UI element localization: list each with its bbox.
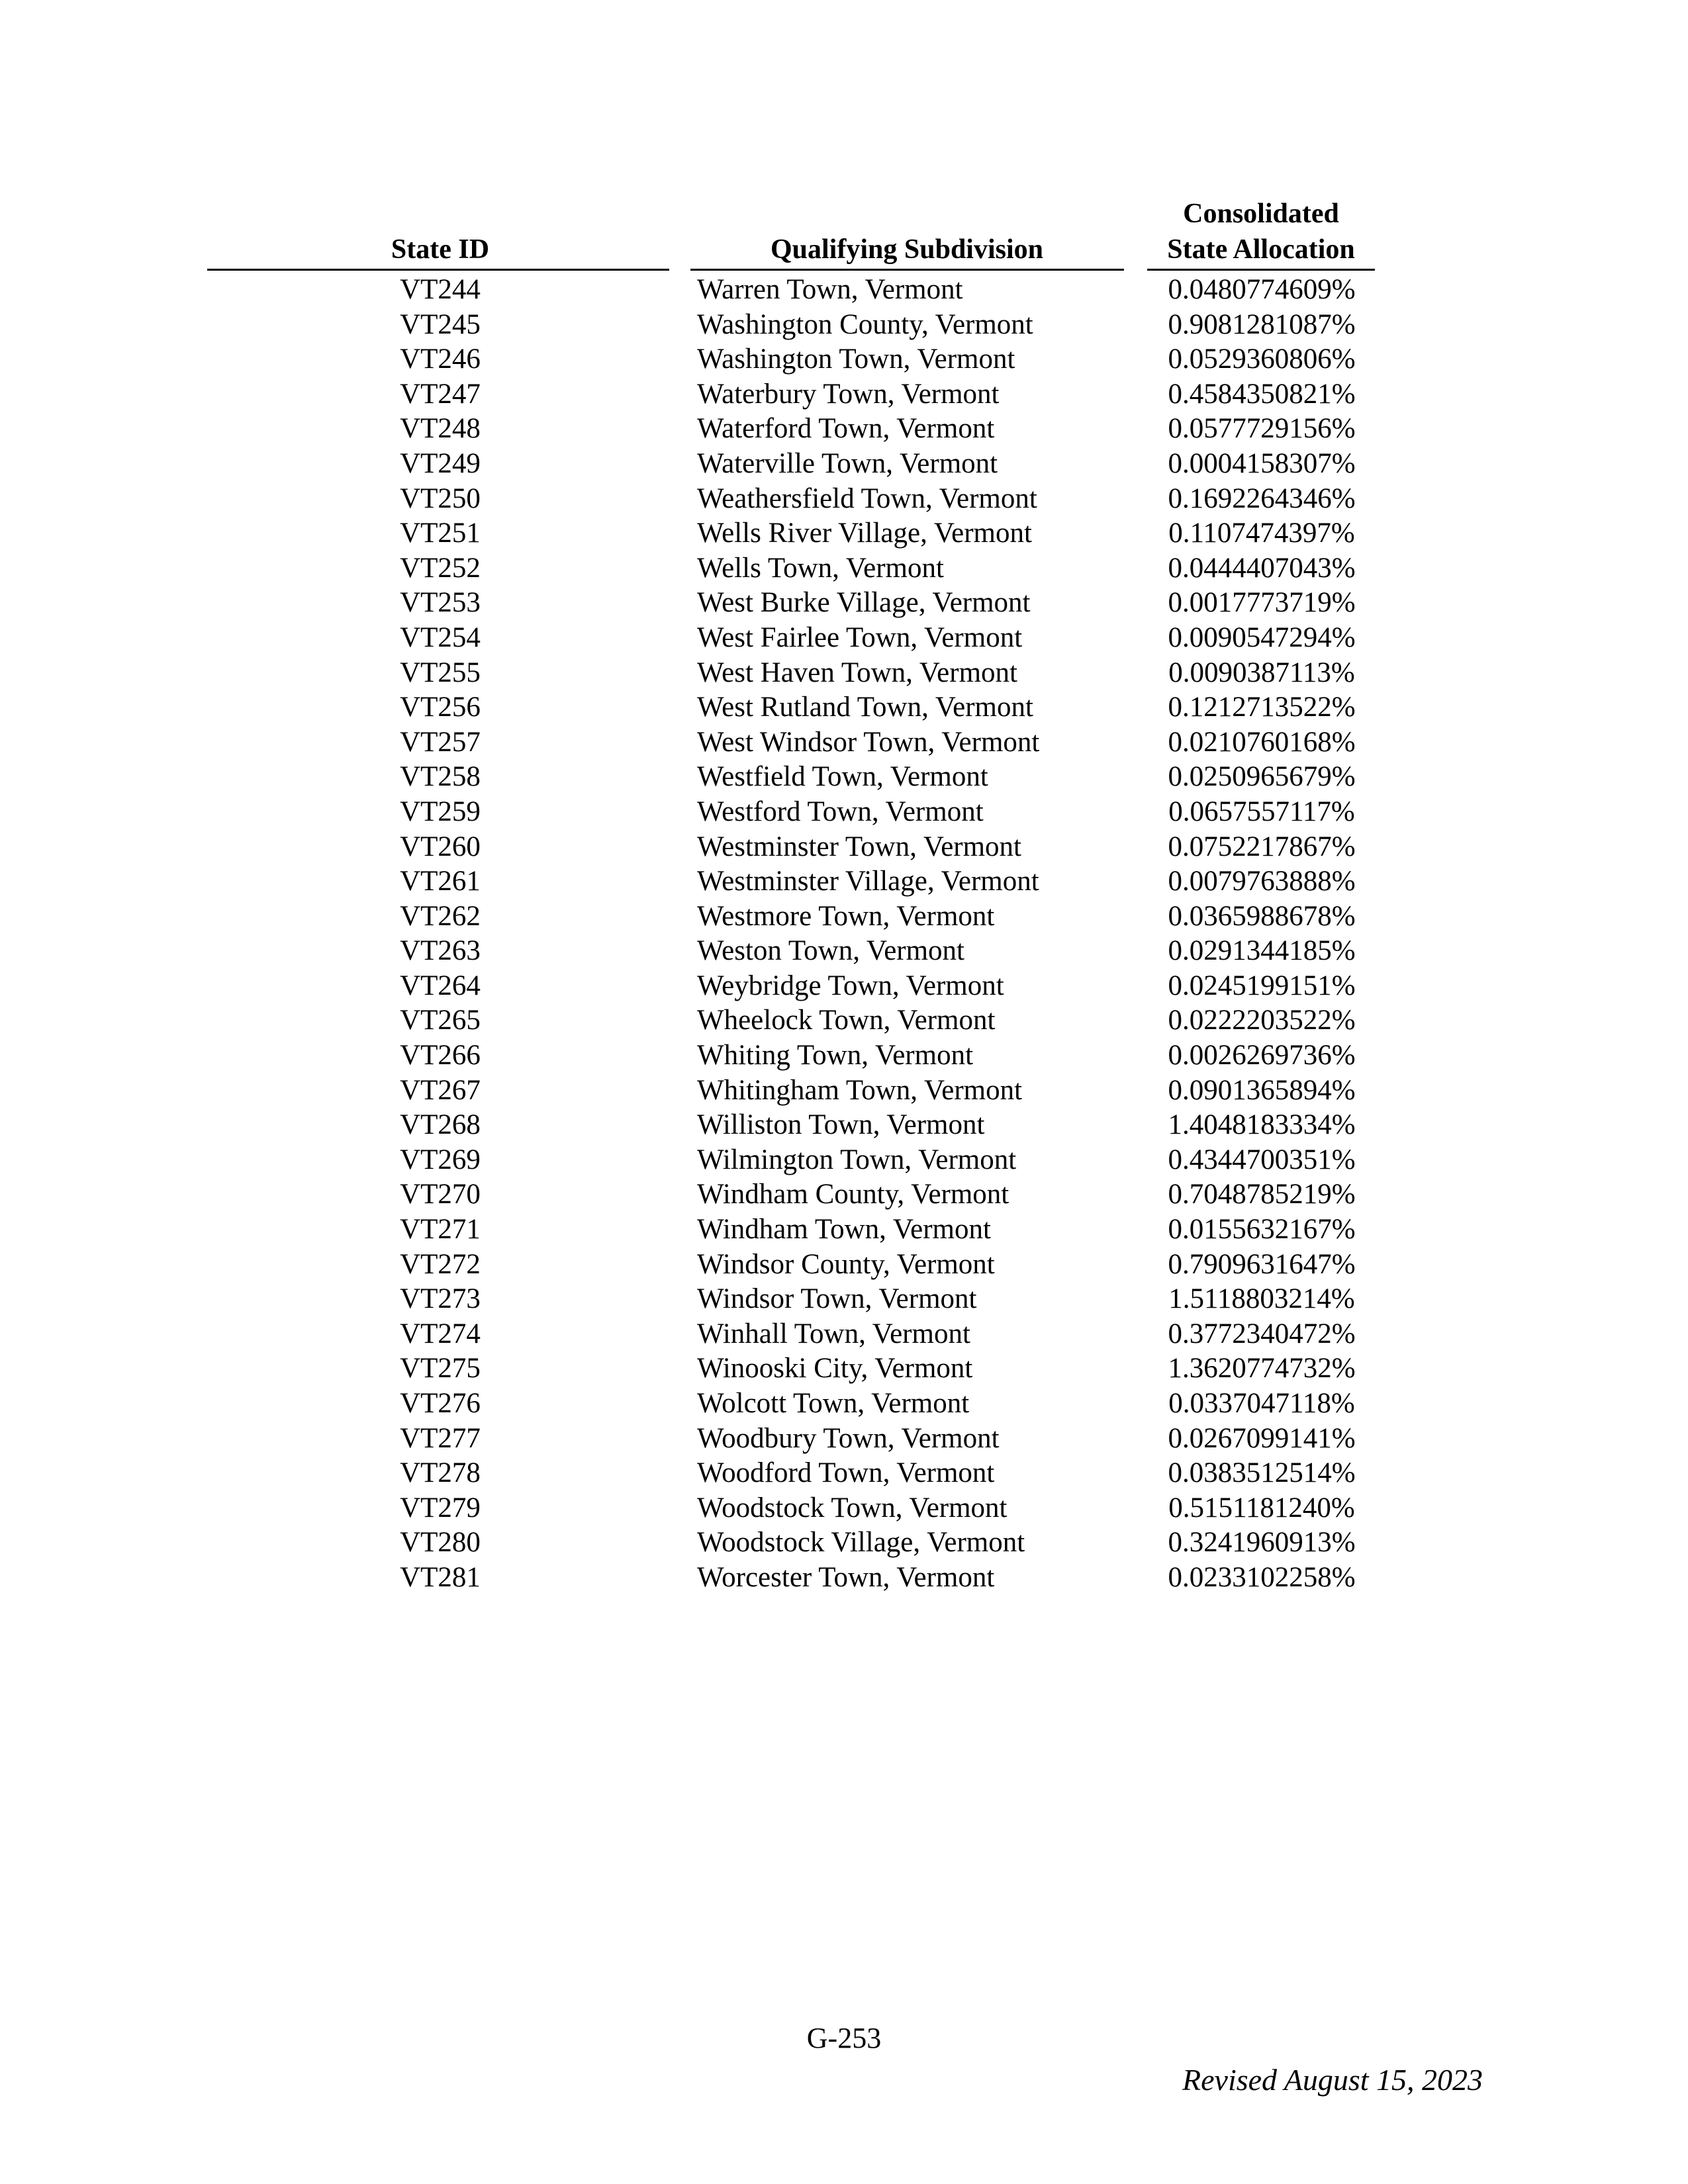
subdivision-cell: Woodstock Town, Vermont bbox=[697, 1492, 1008, 1524]
table-row bbox=[0, 1177, 1688, 1212]
header-rule-state-id bbox=[207, 269, 669, 271]
table-row bbox=[0, 1525, 1688, 1561]
state-id-cell: VT265 bbox=[400, 1005, 481, 1036]
allocation-cell: 0.4584350821% bbox=[1168, 378, 1356, 410]
subdivision-cell: West Rutland Town, Vermont bbox=[697, 692, 1033, 723]
allocation-cell: 0.3772340472% bbox=[1168, 1318, 1356, 1349]
table-row bbox=[0, 1422, 1688, 1457]
table-row bbox=[0, 482, 1688, 517]
table-row bbox=[0, 273, 1688, 308]
state-id-cell: VT277 bbox=[400, 1422, 481, 1454]
state-id-cell: VT276 bbox=[400, 1388, 481, 1419]
subdivision-cell: Worcester Town, Vermont bbox=[697, 1561, 995, 1593]
allocation-cell: 0.0577729156% bbox=[1168, 413, 1356, 445]
state-id-cell: VT280 bbox=[400, 1527, 481, 1559]
allocation-cell: 0.0090387113% bbox=[1168, 657, 1355, 688]
subdivision-cell: Whiting Town, Vermont bbox=[697, 1040, 974, 1071]
allocation-cell: 1.5118803214% bbox=[1168, 1283, 1355, 1315]
subdivision-cell: Waterbury Town, Vermont bbox=[697, 378, 1000, 410]
allocation-cell: 1.4048183334% bbox=[1168, 1109, 1356, 1141]
allocation-cell: 0.0267099141% bbox=[1168, 1422, 1356, 1454]
header-rule-allocation bbox=[1147, 269, 1375, 271]
table-row bbox=[0, 1212, 1688, 1248]
table-row bbox=[0, 1456, 1688, 1491]
table-row bbox=[0, 621, 1688, 656]
table-row bbox=[0, 690, 1688, 725]
allocation-cell: 0.1107474397% bbox=[1168, 518, 1355, 549]
table-row bbox=[0, 830, 1688, 865]
subdivision-cell: West Burke Village, Vermont bbox=[697, 587, 1031, 619]
table-row bbox=[0, 377, 1688, 412]
subdivision-cell: Whitingham Town, Vermont bbox=[697, 1074, 1023, 1106]
table-row bbox=[0, 969, 1688, 1004]
table-row bbox=[0, 447, 1688, 482]
state-id-cell: VT257 bbox=[400, 726, 481, 758]
subdivision-cell: Williston Town, Vermont bbox=[697, 1109, 985, 1141]
state-id-cell: VT249 bbox=[400, 447, 481, 479]
subdivision-cell: West Haven Town, Vermont bbox=[697, 657, 1017, 688]
table-row bbox=[0, 1143, 1688, 1178]
allocation-cell: 0.5151181240% bbox=[1168, 1492, 1355, 1524]
state-id-cell: VT281 bbox=[400, 1561, 481, 1593]
state-id-cell: VT275 bbox=[400, 1353, 481, 1385]
subdivision-cell: Westford Town, Vermont bbox=[697, 796, 984, 827]
header-state-id: State ID bbox=[391, 234, 490, 265]
state-id-cell: VT267 bbox=[400, 1074, 481, 1106]
state-id-cell: VT271 bbox=[400, 1214, 481, 1246]
table-row bbox=[0, 1387, 1688, 1422]
allocation-cell: 0.0210760168% bbox=[1168, 726, 1356, 758]
allocation-cell: 0.0337047118% bbox=[1168, 1388, 1355, 1419]
subdivision-cell: Woodstock Village, Vermont bbox=[697, 1527, 1025, 1559]
header-subdivision: Qualifying Subdivision bbox=[770, 234, 1044, 265]
state-id-cell: VT253 bbox=[400, 587, 481, 619]
table-row bbox=[0, 1003, 1688, 1038]
state-id-cell: VT246 bbox=[400, 343, 481, 375]
subdivision-cell: Windsor County, Vermont bbox=[697, 1248, 995, 1280]
subdivision-cell: Windsor Town, Vermont bbox=[697, 1283, 977, 1315]
allocation-cell: 0.0250965679% bbox=[1168, 761, 1356, 793]
allocation-cell: 0.0383512514% bbox=[1168, 1457, 1356, 1489]
subdivision-cell: Weathersfield Town, Vermont bbox=[697, 482, 1037, 514]
state-id-cell: VT272 bbox=[400, 1248, 481, 1280]
allocation-cell: 0.7048785219% bbox=[1168, 1179, 1356, 1210]
table-row bbox=[0, 1108, 1688, 1143]
state-id-cell: VT268 bbox=[400, 1109, 481, 1141]
table-row bbox=[0, 795, 1688, 830]
subdivision-cell: Wells River Village, Vermont bbox=[697, 518, 1032, 549]
allocation-cell: 0.1692264346% bbox=[1168, 482, 1356, 514]
subdivision-cell: West Windsor Town, Vermont bbox=[697, 726, 1040, 758]
table-row bbox=[0, 1282, 1688, 1317]
allocation-cell: 0.0365988678% bbox=[1168, 900, 1356, 932]
subdivision-cell: Wilmington Town, Vermont bbox=[697, 1144, 1017, 1175]
state-id-cell: VT262 bbox=[400, 900, 481, 932]
allocation-cell: 0.0901365894% bbox=[1168, 1074, 1356, 1106]
subdivision-cell: Warren Town, Vermont bbox=[697, 274, 963, 305]
allocation-cell: 0.0480774609% bbox=[1168, 274, 1356, 305]
subdivision-cell: Woodbury Town, Vermont bbox=[697, 1422, 1000, 1454]
subdivision-cell: Waterford Town, Vermont bbox=[697, 413, 995, 445]
subdivision-cell: Windham County, Vermont bbox=[697, 1179, 1009, 1210]
allocation-cell: 0.0004158307% bbox=[1168, 447, 1356, 479]
state-id-cell: VT258 bbox=[400, 761, 481, 793]
table-row bbox=[0, 725, 1688, 760]
table-row bbox=[0, 308, 1688, 343]
table-row bbox=[0, 516, 1688, 551]
subdivision-cell: Weston Town, Vermont bbox=[697, 935, 965, 967]
allocation-cell: 0.0026269736% bbox=[1168, 1040, 1356, 1071]
state-id-cell: VT279 bbox=[400, 1492, 481, 1524]
allocation-cell: 0.0444407043% bbox=[1168, 552, 1356, 584]
state-id-cell: VT248 bbox=[400, 413, 481, 445]
allocation-cell: 0.0090547294% bbox=[1168, 621, 1356, 653]
table-row bbox=[0, 760, 1688, 795]
table-row bbox=[0, 899, 1688, 934]
allocation-cell: 0.0529360806% bbox=[1168, 343, 1356, 375]
table-row bbox=[0, 1351, 1688, 1387]
state-id-cell: VT247 bbox=[400, 378, 481, 410]
table-row bbox=[0, 1248, 1688, 1283]
allocation-cell: 0.3241960913% bbox=[1168, 1527, 1356, 1559]
header-allocation-line2: State Allocation bbox=[1167, 234, 1355, 265]
subdivision-cell: Washington Town, Vermont bbox=[697, 343, 1015, 375]
allocation-cell: 0.0245199151% bbox=[1168, 970, 1356, 1001]
state-id-cell: VT259 bbox=[400, 796, 481, 827]
state-id-cell: VT244 bbox=[400, 274, 481, 305]
state-id-cell: VT260 bbox=[400, 831, 481, 862]
subdivision-cell: Westminster Town, Vermont bbox=[697, 831, 1021, 862]
subdivision-cell: Winhall Town, Vermont bbox=[697, 1318, 970, 1349]
table-row bbox=[0, 934, 1688, 969]
allocation-table-body bbox=[0, 273, 1688, 1596]
subdivision-cell: Westfield Town, Vermont bbox=[697, 761, 988, 793]
state-id-cell: VT270 bbox=[400, 1179, 481, 1210]
table-row bbox=[0, 551, 1688, 586]
revision-date: Revised August 15, 2023 bbox=[1182, 2063, 1483, 2097]
table-row bbox=[0, 412, 1688, 447]
state-id-cell: VT261 bbox=[400, 866, 481, 897]
subdivision-cell: Woodford Town, Vermont bbox=[697, 1457, 995, 1489]
state-id-cell: VT251 bbox=[400, 518, 481, 549]
subdivision-cell: West Fairlee Town, Vermont bbox=[697, 621, 1023, 653]
state-id-cell: VT254 bbox=[400, 621, 481, 653]
allocation-cell: 0.9081281087% bbox=[1168, 308, 1356, 340]
allocation-cell: 0.0079763888% bbox=[1168, 866, 1356, 897]
subdivision-cell: Wheelock Town, Vermont bbox=[697, 1005, 996, 1036]
allocation-cell: 1.3620774732% bbox=[1168, 1353, 1356, 1385]
table-row bbox=[0, 1073, 1688, 1109]
state-id-cell: VT266 bbox=[400, 1040, 481, 1071]
state-id-cell: VT278 bbox=[400, 1457, 481, 1489]
state-id-cell: VT250 bbox=[400, 482, 481, 514]
header-allocation-line1: Consolidated bbox=[1183, 199, 1339, 229]
allocation-cell: 0.0222203522% bbox=[1168, 1005, 1356, 1036]
table-row bbox=[0, 656, 1688, 691]
subdivision-cell: Windham Town, Vermont bbox=[697, 1214, 991, 1246]
state-id-cell: VT274 bbox=[400, 1318, 481, 1349]
subdivision-cell: Westmore Town, Vermont bbox=[697, 900, 995, 932]
allocation-cell: 0.0017773719% bbox=[1168, 587, 1356, 619]
state-id-cell: VT269 bbox=[400, 1144, 481, 1175]
allocation-cell: 0.7909631647% bbox=[1168, 1248, 1356, 1280]
allocation-cell: 0.0291344185% bbox=[1168, 935, 1356, 967]
subdivision-cell: Winooski City, Vermont bbox=[697, 1353, 973, 1385]
page-number: G-253 bbox=[806, 2022, 882, 2054]
subdivision-cell: Weybridge Town, Vermont bbox=[697, 970, 1004, 1001]
table-row bbox=[0, 586, 1688, 621]
allocation-cell: 0.0657557117% bbox=[1168, 796, 1355, 827]
subdivision-cell: Waterville Town, Vermont bbox=[697, 447, 998, 479]
state-id-cell: VT245 bbox=[400, 308, 481, 340]
allocation-cell: 0.0155632167% bbox=[1168, 1214, 1356, 1246]
table-row bbox=[0, 864, 1688, 899]
state-id-cell: VT255 bbox=[400, 657, 481, 688]
state-id-cell: VT264 bbox=[400, 970, 481, 1001]
subdivision-cell: Washington County, Vermont bbox=[697, 308, 1033, 340]
subdivision-cell: Wells Town, Vermont bbox=[697, 552, 944, 584]
allocation-cell: 0.1212713522% bbox=[1168, 692, 1356, 723]
table-row bbox=[0, 342, 1688, 377]
table-row bbox=[0, 1317, 1688, 1352]
allocation-cell: 0.0233102258% bbox=[1168, 1561, 1356, 1593]
state-id-cell: VT273 bbox=[400, 1283, 481, 1315]
state-id-cell: VT256 bbox=[400, 692, 481, 723]
table-row bbox=[0, 1491, 1688, 1526]
state-id-cell: VT252 bbox=[400, 552, 481, 584]
table-row bbox=[0, 1561, 1688, 1596]
subdivision-cell: Wolcott Town, Vermont bbox=[697, 1388, 970, 1419]
allocation-cell: 0.0752217867% bbox=[1168, 831, 1356, 862]
allocation-cell: 0.4344700351% bbox=[1168, 1144, 1356, 1175]
header-rule-subdivision bbox=[690, 269, 1124, 271]
table-row bbox=[0, 1038, 1688, 1073]
subdivision-cell: Westminster Village, Vermont bbox=[697, 866, 1039, 897]
state-id-cell: VT263 bbox=[400, 935, 481, 967]
